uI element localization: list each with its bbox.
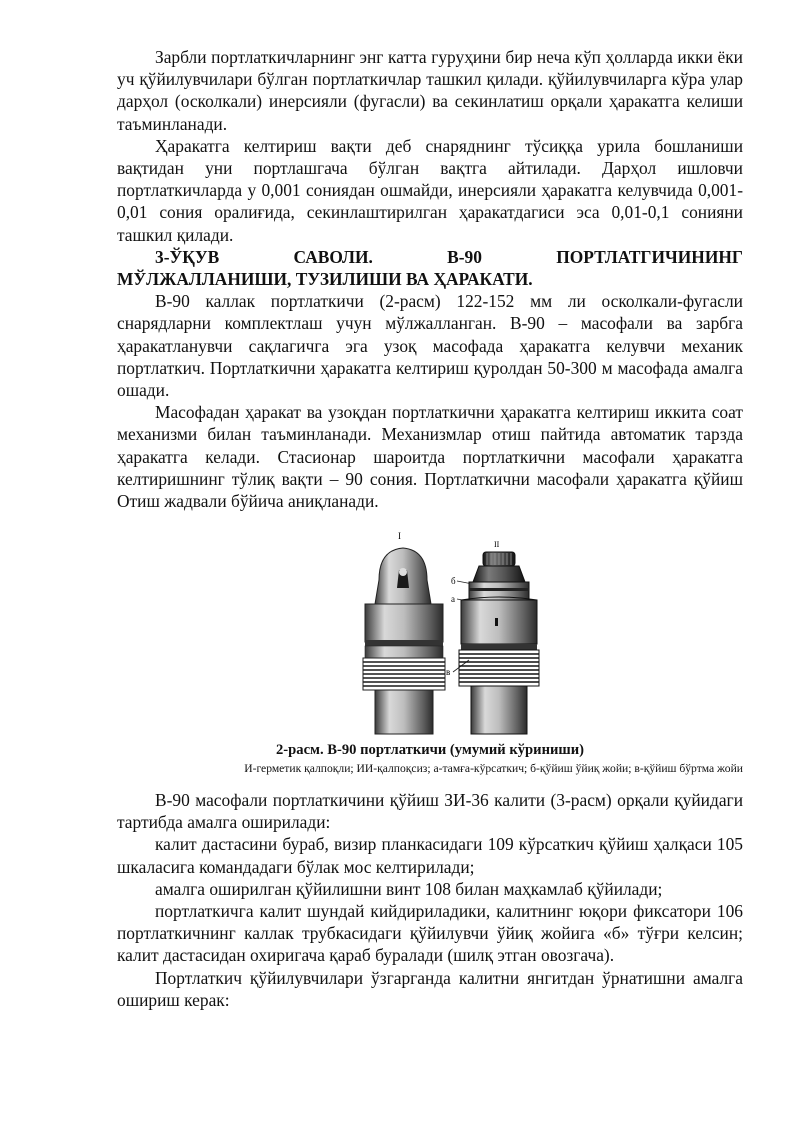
paragraph: Ҳаракатга келтириш вақти деб снаряднинг тўсиққа урила бошланиши вақтидан уни портлашгача бўлган вақтга айтилади. Дарҳол ишловчи портлаткичларда у 0,001 сониядан ошмайди, инерсияли ҳаракатга келувчида 0,001-0,01 сония оралиғида, секинлаштирилган ҳаракатдагиси эса 0,01-0,1 сонияни ташкил қилади. [117, 135, 743, 245]
figure-label-I: I [398, 532, 401, 541]
figure-label-a: а [451, 594, 455, 604]
heading-word: В-90 [447, 246, 482, 267]
paragraph: В-90 масофали портлаткичини қўйиш ЗИ-36 калити (3-расм) орқали қуйидаги тартибда амалга оширилади: [117, 790, 743, 833]
fuze-II-without-cap [459, 552, 539, 734]
text-block-bottom [117, 789, 743, 1011]
heading-line-1 [117, 246, 743, 268]
fuze-figure [117, 532, 743, 740]
section-heading [117, 246, 743, 290]
paragraph: амалга оширилган қўйилишни винт 108 билан маҳкамлаб қўйилади; [155, 878, 663, 899]
heading-line-2: МЎЛЖАЛЛАНИШИ, ТУЗИЛИШИ ВА ҲАРАКАТИ. [117, 269, 533, 290]
figure-label-v: в [446, 667, 451, 677]
paragraph: Портлаткич қўйилувчилари ўзгарганда калитни янгитдан ўрнатишни амалга ошириш керак: [117, 967, 743, 1010]
text-block-top [117, 46, 743, 512]
paragraph: Масофадан ҳаракат ва узоқдан портлаткични ҳаракатга келтириш иккита соат механизми билан таъминланади. Механизмлар отиш пайтида автоматик тарзда ҳаракатга келади. Стасионар шароитда портлаткични масофали ҳаракатга келтиришнинг тўлиқ вақти – 90 сония. Портлаткични масофали ҳаракатга қўйиш Отиш жадвали бўйича аниқланади. [117, 402, 743, 512]
paragraph: В-90 каллак портлаткичи (2-расм) 122-152 мм ли осколкали-фугасли снарядларни комплектлаш учун мўлжалланган. В-90 – масофали ва зарбга ҳаракатланувчи сақлагичга эга узоқ масофада ҳаракатга келувчи механик портлаткич. Портлаткични ҳаракатга келтириш қуролдан 50-300 м масофада амалга ошади. [117, 291, 743, 401]
heading-word: ПОРТЛАТГИЧИНИНГ [556, 246, 743, 267]
figure-subcaption: И-герметик қалпоқли; ИИ-қалпоқсиз; а-тамға-кўрсаткич; б-қўйиш ўйиқ жойи; в-қўйиш бўртма жойи [244, 762, 743, 775]
figure-caption: 2-расм. В-90 портлаткичи (умумий кўриниши) [276, 742, 584, 758]
fuze-photo-illustration [117, 532, 743, 740]
paragraph: портлаткичга калит шундай кийдириладики, калитнинг юқори фиксатори 106 портлаткичнинг каллак трубкасидаги қўйилувчи ўйиқ жойига «б» тўғри келсин; калит дастасидан охиригача қараб буралади (шилқ этган овозгача). [117, 901, 743, 966]
fuze-I-with-cap [363, 548, 445, 734]
heading-word: 3-ЎҚУВ [155, 246, 220, 267]
paragraph: Зарбли портлаткичларнинг энг катта гуруҳини бир неча кўп ҳолларда икки ёки уч қўйилувчилари бўлган портлаткичлар ташкил қилади. қўйилувчиларга кўра улар дарҳол (осколкали) инерсияли (фугасли) ва секинлатиш орқали ҳаракатга келиши таъминланади. [117, 47, 743, 134]
heading-word: САВОЛИ. [293, 246, 373, 267]
figure-label-II: II [494, 540, 500, 549]
figure-label-b: б [451, 576, 456, 586]
paragraph: калит дастасини бураб, визир планкасидаги 109 кўрсаткич қўйиш ҳалқаси 105 шкаласига командадаги бўлак мос келтирилади; [117, 834, 743, 877]
